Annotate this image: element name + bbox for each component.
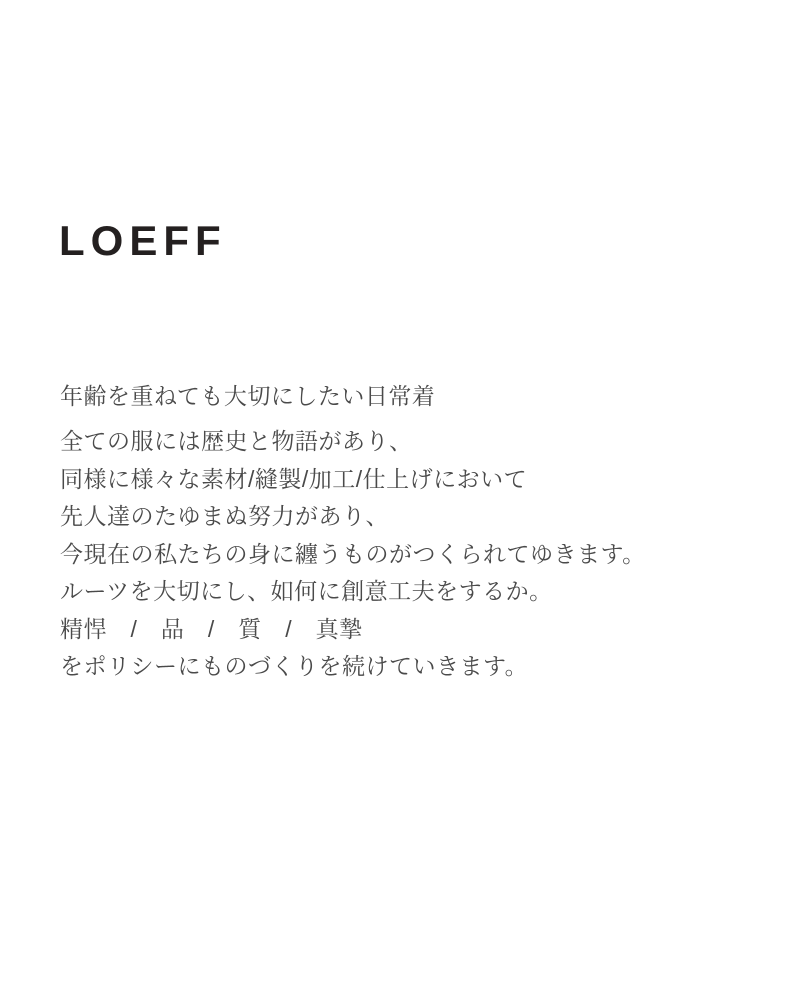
statement-line: 全ての服には歴史と物語があり、 <box>60 428 413 454</box>
statement-line: をポリシーにものづくりを続けていきます。 <box>60 653 529 679</box>
statement-line-policy-keywords: 精悍 / 品 / 質 / 真摯 <box>60 615 363 642</box>
statement-line: 今現在の私たちの身に纏うものがつくられてゆきます。 <box>60 540 646 567</box>
statement-line: 同様に様々な素材/縫製/加工/仕上げにおいて <box>60 465 528 492</box>
statement-line: 先人達のたゆまぬ努力があり、 <box>60 503 389 529</box>
brand-tagline: 年齢を重ねても大切にしたい日常着 <box>60 383 436 409</box>
brand-statement <box>60 423 646 686</box>
statement-line: ルーツを大切にし、如何に創意工夫をするか。 <box>60 578 553 604</box>
brand-logo: LOEFF <box>59 217 227 265</box>
